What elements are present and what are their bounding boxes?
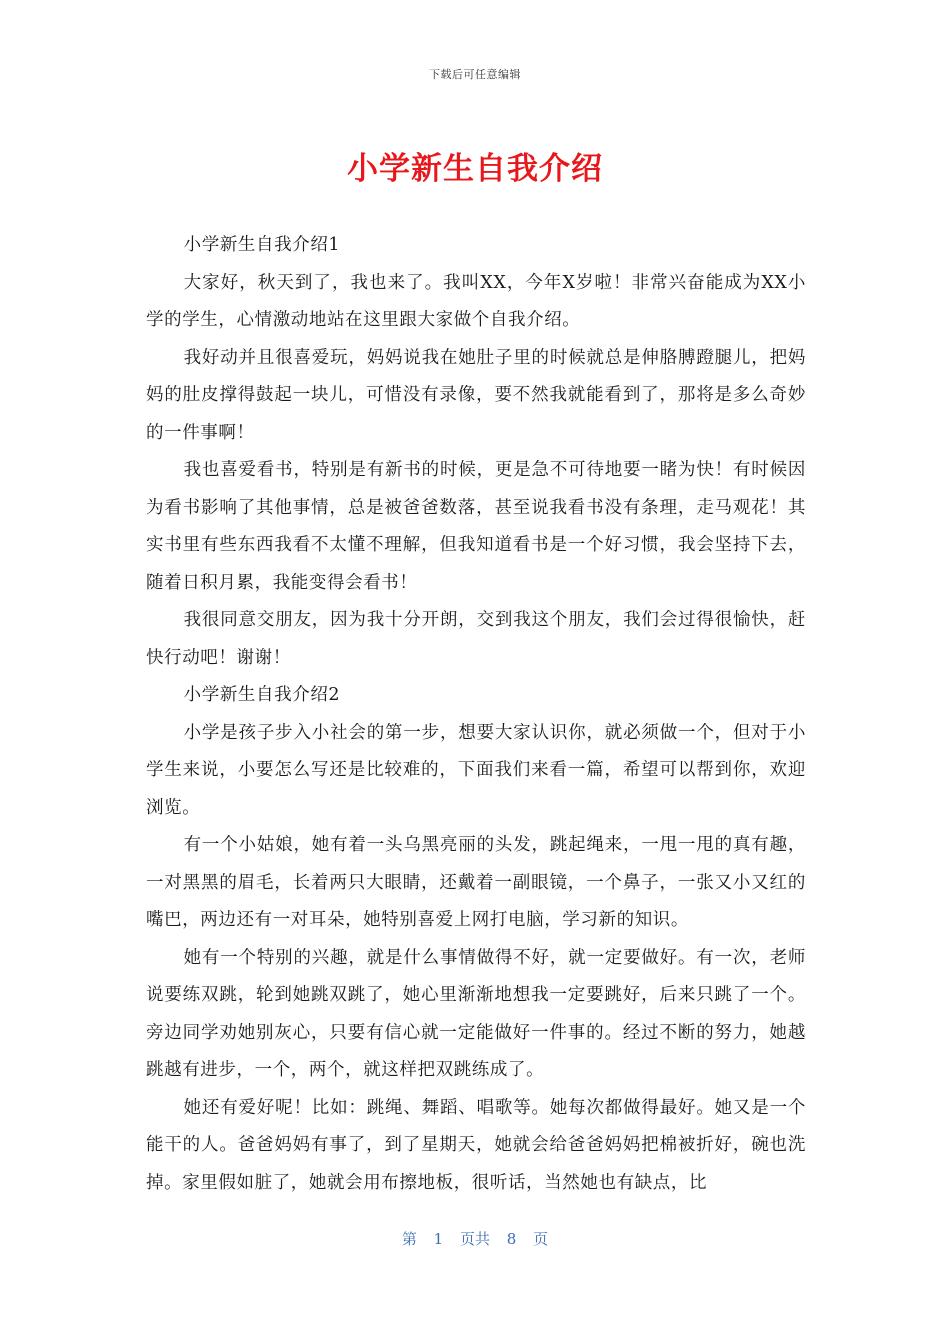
page-header: 下载后可任意编辑: [429, 68, 521, 81]
section-heading-2: 小学新生自我介绍2: [183, 685, 341, 705]
document-body: [146, 227, 806, 1202]
footer-prefix: 第: [401, 1230, 417, 1248]
section-heading-1: 小学新生自我介绍1: [183, 235, 341, 255]
paragraph: 大家好，秋天到了，我也来了。我叫XX，今年X岁啦！非常兴奋能成为XX小学的学生，心情激动地站在这里跟大家做个自我介绍。: [146, 272, 806, 330]
paragraph: 有一个小姑娘，她有着一头乌黑亮丽的头发，跳起绳来，一甩一甩的真有趣，一对黑黑的眉毛，长着两只大眼睛，还戴着一副眼镜，一个鼻子，一张又小又红的嘴巴，两边还有一对耳朵，她特别喜爱上网打电脑，学习新的知识。: [146, 835, 806, 930]
footer-current-page: 1: [433, 1230, 444, 1248]
paragraph: 小学是孩子步入小社会的第一步，想要大家认识你，就必须做一个，但对于小学生来说，小要怎么写还是比较难的，下面我们来看一篇，希望可以帮到你，欢迎浏览。: [146, 722, 806, 818]
paragraph: 她还有爱好呢！比如：跳绳、舞蹈、唱歌等。她每次都做得最好。她又是一个能干的人。爸爸妈妈有事了，到了星期天，她就会给爸爸妈妈把棉被折好，碗也洗掉。家里假如脏了，她就会用布擦地板，很听话，当然她也有缺点，比: [146, 1097, 806, 1193]
footer-suffix: 页: [533, 1230, 549, 1248]
paragraph: 她有一个特别的兴趣，就是什么事情做得不好，就一定要做好。有一次，老师说要练双跳，轮到她跳双跳了，她心里渐渐地想我一定要跳好，后来只跳了一个。旁边同学劝她别灰心，只要有信心就一定能做好一件事的。经过不断的努力，她越跳越有进步，一个，两个，就这样把双跳练成了。: [146, 947, 806, 1080]
document-title: 小学新生自我介绍: [347, 151, 603, 187]
footer-middle: 页共: [459, 1230, 490, 1248]
paragraph: 我很同意交朋友，因为我十分开朗，交到我这个朋友，我们会过得很愉快，赶快行动吧！谢谢！: [146, 610, 806, 668]
paragraph: 我好动并且很喜爱玩，妈妈说我在她肚子里的时候就总是伸胳膊蹬腿儿，把妈妈的肚皮撑得鼓起一块儿，可惜没有录像，要不然我就能看到了，那将是多么奇妙的一件事啊！: [146, 347, 806, 443]
paragraph: 我也喜爱看书，特别是有新书的时候，更是急不可待地要一睹为快！有时候因为看书影响了其他事情，总是被爸爸数落，甚至说我看书没有条理，走马观花！其实书里有些东西我看不太懂不理解，但我知道看书是一个好习惯，我会坚持下去，随着日积月累，我能变得会看书！: [146, 460, 806, 593]
footer-total-pages: 8: [506, 1230, 517, 1248]
page-footer: [0, 1228, 950, 1249]
